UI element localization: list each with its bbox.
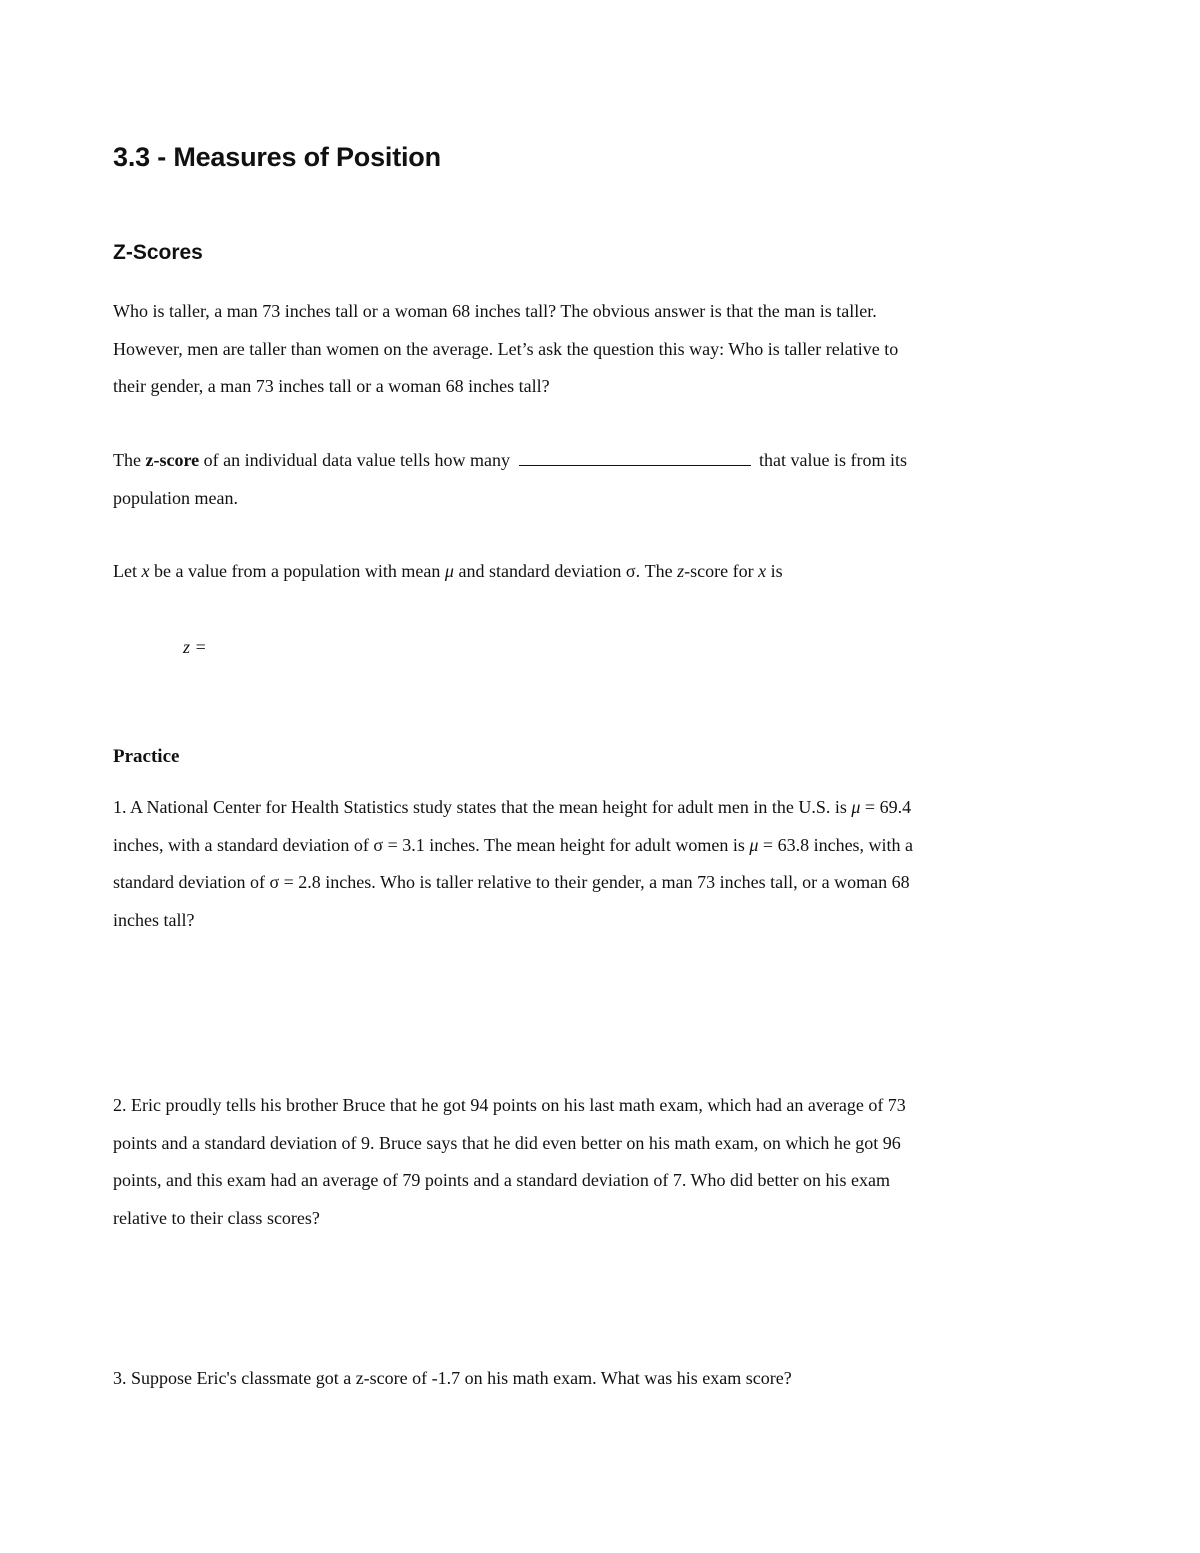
intro-paragraph [113,293,1088,406]
question-line: 3. Suppose Eric's classmate got a z-score of -1.7 on his math exam. What was his exam score? [113,1368,792,1388]
definition-line [113,442,1088,480]
formula-intro-text: be a value from a population with mean [149,561,445,581]
definition-suffix: that value is from its [754,450,908,470]
formula-intro-paragraph [113,553,1088,591]
question-line: 2. Eric proudly tells his brother Bruce that he got 94 points on his last math exam, which had an average of 73 [113,1095,906,1115]
question-line: standard deviation of σ = 2.8 inches. Who is taller relative to their gender, a man 73 inches tall, or a woman 68 [113,872,910,892]
variable-mu: μ [851,797,861,817]
formula-intro-line [113,553,1088,591]
question-text: = 63.8 inches, with a [758,834,914,855]
definition-line: population mean. [113,487,238,508]
fill-in-blank[interactable] [519,451,751,466]
definition-term: z-score [145,450,200,470]
question-line [113,789,1088,827]
definition-middle: of an individual data value tells how many [199,450,515,470]
formula-intro-text: and standard deviation σ. The [453,561,678,581]
section-heading-z-scores: Z-Scores [113,241,203,264]
formula-intro-text: is [766,561,783,581]
question-line: points and a standard deviation of 9. Bruce says that he did even better on his math exam, on which he got 96 [113,1132,901,1153]
variable-x: x [141,561,150,581]
practice-question-1 [113,789,1088,939]
z-formula: z = [183,637,207,657]
intro-line: Who is taller, a man 73 inches tall or a woman 68 inches tall? The obvious answer is that the man is taller. [113,301,877,321]
question-line: inches tall? [113,909,195,930]
question-text: 1. A National Center for Health Statistics study states that the mean height for adult men in the U.S. is [113,797,852,817]
practice-question-2 [113,1087,1088,1237]
variable-z: z [677,561,685,581]
variable-mu: μ [444,561,454,581]
formula-intro-text: Let [113,561,142,581]
definition-prefix: The [113,450,146,470]
intro-line: their gender, a man 73 inches tall or a woman 68 inches tall? [113,376,550,396]
intro-line: However, men are taller than women on the average. Let’s ask the question this way: Who is taller relative to [113,338,899,359]
page-title: 3.3 - Measures of Position [113,142,441,172]
formula-intro-text: -score for [684,561,759,581]
variable-x: x [758,561,767,581]
question-line: points, and this exam had an average of 79 points and a standard deviation of 7. Who did better on his exam [113,1170,890,1190]
question-line [113,827,1088,865]
practice-question-3 [113,1360,1088,1398]
practice-heading: Practice [113,746,180,767]
variable-mu: μ [749,834,759,855]
question-text: = 69.4 [860,797,912,817]
definition-paragraph [113,442,1088,517]
question-text: inches, with a standard deviation of σ = 3.1 inches. The mean height for adult women is [113,834,750,855]
question-line: relative to their class scores? [113,1207,320,1228]
